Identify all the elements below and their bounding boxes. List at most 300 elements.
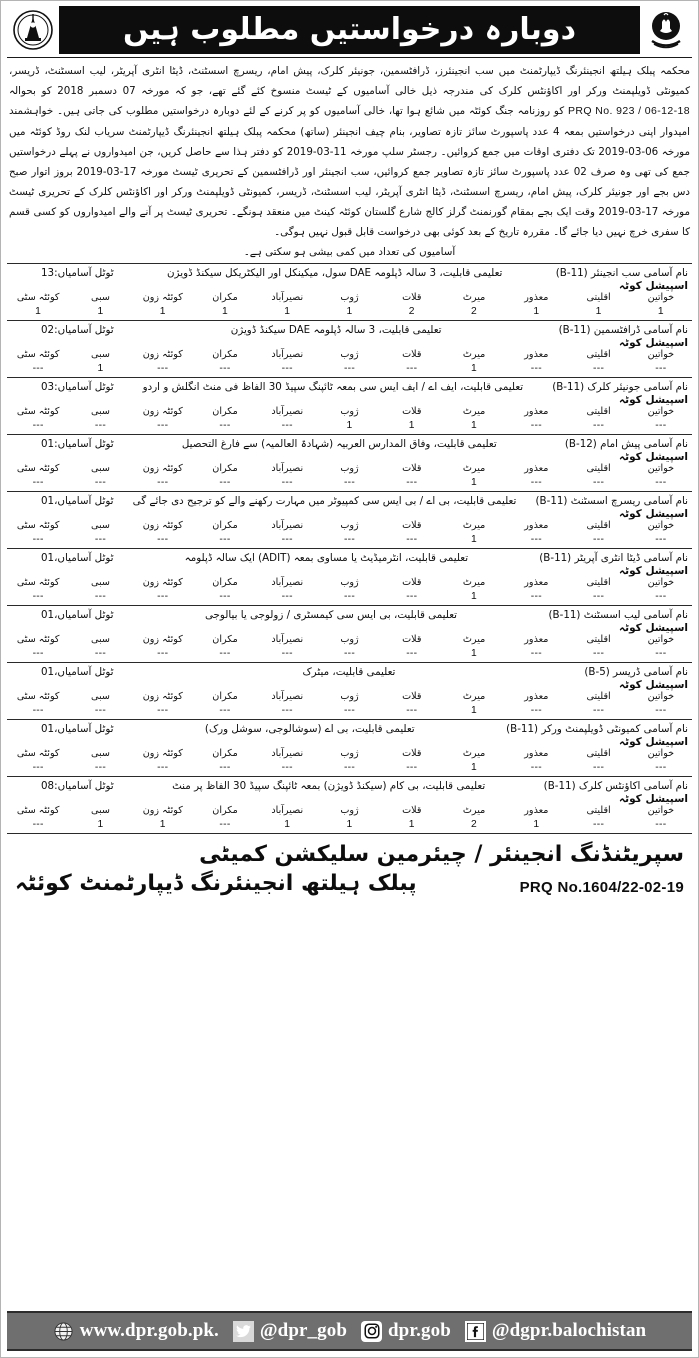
quota-column-header: ژوب (340, 576, 359, 588)
quota-value: --- (530, 647, 542, 659)
quota-column-header: مکران (212, 462, 238, 474)
quota-value: 1 (533, 818, 540, 830)
quota-column-header: سبی (91, 690, 110, 702)
quota-column-header: کوئٹہ سٹی (16, 462, 60, 474)
quota-value-row (7, 418, 692, 434)
quota-value: --- (655, 476, 667, 488)
quota-column-header: مکران (212, 633, 238, 645)
quota-column-header: معذور (524, 348, 549, 360)
quota-value: --- (281, 362, 293, 374)
quota-value: --- (530, 362, 542, 374)
job-qualification: تعلیمی قابلیت، 3 سالہ ڈپلومہ DAE سول، میکینکل اور الیکٹریکل سیکنڈ ڈویژن (166, 266, 503, 279)
quota-value: --- (219, 533, 231, 545)
quota-column-header: کوئٹہ زون (142, 633, 183, 645)
quota-column-header: کوئٹہ زون (142, 405, 183, 417)
quota-column-header: قلات (402, 348, 422, 360)
quota-column-header: اقلیتی (586, 633, 611, 645)
quota-column-header: نصیرآباد (271, 462, 304, 474)
quota-column-header: میرٹ (462, 405, 486, 417)
quota-value: 1 (97, 818, 104, 830)
quota-table (7, 690, 692, 719)
quota-column-header: خواتین (647, 519, 675, 531)
quota-value: --- (343, 761, 356, 773)
quota-column-header: میرٹ (462, 633, 486, 645)
job-entry (7, 492, 692, 549)
quota-column-header: کوئٹہ زون (142, 576, 183, 588)
quota-column-header: معذور (524, 804, 549, 816)
quota-value: --- (406, 647, 418, 659)
quota-column-header: معذور (524, 462, 549, 474)
quota-value: 1 (97, 362, 104, 374)
quota-column-header: خواتین (647, 633, 675, 645)
quota-value: --- (593, 761, 605, 773)
quota-value: --- (281, 419, 293, 431)
quota-value: --- (94, 704, 107, 716)
quota-column-header: نصیرآباد (271, 633, 304, 645)
quota-value: --- (530, 761, 542, 773)
quota-column-header: کوئٹہ زون (142, 348, 183, 360)
quota-value-row (7, 589, 692, 605)
job-entry (7, 777, 692, 834)
quota-value: 1 (346, 818, 353, 830)
quota-value: 1 (471, 362, 478, 374)
quota-table (7, 462, 692, 491)
intro-text-part1: محکمہ پبلک ہیلتھ انجینئرنگ ڈیپارٹمنٹ میں سب انجینئرز، ڈرافٹسمین، جونیئر کلرک، پیش امام، ریسرچ اسسٹنٹ، ڈیٹا انٹری آپریٹر، لیب اسسٹنٹ، ڈریسر، کمیونٹی ڈویلپمنٹ ورکر اور اکاؤنٹس کلرک کی مندرجہ ذیل خالی آسامیوں کے ٹیسٹ منسوخ کئے گئے تھے، جو کہ مورخہ 07 دسمبر 2018 کو بحوالہ (9, 65, 690, 98)
quota-column-header: ژوب (340, 633, 359, 645)
quota-value: --- (94, 419, 107, 431)
twitter-handle: @dpr_gob (259, 1320, 348, 1341)
quota-column-header: سبی (91, 462, 110, 474)
job-entry (7, 321, 692, 378)
intro-paragraph (7, 61, 692, 242)
quota-column-header: مکران (212, 291, 238, 303)
job-header-row (7, 608, 692, 621)
quota-column-header: کوئٹہ زون (142, 747, 183, 759)
quota-header-row (7, 291, 692, 304)
quota-column-header: معذور (524, 747, 549, 759)
quota-column-header: میرٹ (462, 462, 486, 474)
quota-value: --- (343, 362, 356, 374)
quota-value: 2 (408, 305, 415, 317)
globe-icon (53, 1321, 74, 1342)
quota-column-header: خواتین (647, 747, 675, 759)
quota-value: --- (157, 419, 169, 431)
quota-value: --- (343, 476, 356, 488)
quota-column-header: قلات (402, 747, 422, 759)
quota-value: --- (32, 476, 44, 488)
quota-table (7, 747, 692, 776)
job-header-row (7, 266, 692, 279)
social-media-footer (7, 1311, 692, 1351)
quota-value: 1 (97, 305, 104, 317)
special-quota-label: اسپیشل کوٹہ (619, 564, 688, 577)
quota-value: --- (655, 533, 667, 545)
job-entry (7, 549, 692, 606)
job-header-row (7, 551, 692, 564)
job-title: نام آسامی ڈیٹا انٹری آپریٹر (11-B) (539, 551, 688, 564)
quota-value: --- (530, 419, 542, 431)
quota-value: 1 (346, 419, 353, 431)
quota-value: --- (593, 533, 605, 545)
quota-value: --- (32, 647, 44, 659)
quota-value: --- (94, 476, 107, 488)
quota-column-header: کوئٹہ سٹی (16, 747, 60, 759)
quota-value: --- (530, 704, 542, 716)
quota-column-header: اقلیتی (586, 576, 611, 588)
quota-value: --- (406, 533, 418, 545)
quota-column-header: نصیرآباد (271, 348, 304, 360)
quota-column-header: خواتین (647, 348, 675, 360)
balochistan-government-emblem-logo (640, 6, 692, 54)
quota-value-row (7, 760, 692, 776)
quota-column-header: سبی (91, 291, 110, 303)
quota-column-header: کوئٹہ زون (142, 804, 183, 816)
quota-column-header: اقلیتی (586, 804, 611, 816)
facebook-link[interactable] (465, 1320, 646, 1342)
quota-value: --- (219, 704, 231, 716)
quota-value: --- (157, 590, 169, 602)
job-title: نام آسامی ڈرافٹسمین (11-B) (558, 323, 688, 336)
quota-column-header: ژوب (340, 747, 359, 759)
quota-column-header: خواتین (647, 291, 675, 303)
page-title: دوبارہ درخواستیں مطلوب ہیں (123, 12, 576, 47)
quota-column-header: کوئٹہ زون (142, 462, 183, 474)
quota-value: --- (32, 818, 44, 830)
quota-value: --- (219, 419, 231, 431)
job-total-posts: ٹوٹل آسامیاں:13 (41, 266, 114, 279)
quota-value: --- (406, 761, 418, 773)
job-title: نام آسامی اکاؤنٹس کلرک (11-B) (543, 779, 688, 792)
quota-value: 1 (284, 305, 291, 317)
quota-column-header: ژوب (340, 690, 359, 702)
quota-value: --- (406, 590, 418, 602)
quota-value: 1 (471, 704, 478, 716)
job-entry (7, 378, 692, 435)
quota-column-header: خواتین (647, 576, 675, 588)
quota-value-row (7, 703, 692, 719)
quota-value: 1 (284, 818, 291, 830)
quota-column-header: کوئٹہ سٹی (16, 690, 60, 702)
quota-header-row (7, 576, 692, 589)
quota-table (7, 804, 692, 833)
quota-column-header: سبی (91, 747, 110, 759)
job-header-row (7, 779, 692, 792)
quota-value: --- (406, 476, 418, 488)
quota-value: --- (219, 818, 231, 830)
quota-value: 1 (471, 533, 478, 545)
quota-value: --- (94, 761, 107, 773)
job-total-posts: ٹوٹل آسامیاں،01 (41, 551, 114, 564)
quota-value-row (7, 475, 692, 491)
job-total-posts: ٹوٹل آسامیاں،01 (41, 608, 114, 621)
quota-column-header: میرٹ (462, 747, 486, 759)
job-title: نام آسامی سب انجینئر (11-B) (555, 266, 688, 279)
job-entry (7, 435, 692, 492)
quota-column-header: نصیرآباد (271, 576, 304, 588)
quota-column-header: ژوب (340, 405, 359, 417)
quota-header-row (7, 348, 692, 361)
facebook-icon (465, 1321, 486, 1342)
quota-column-header: مکران (212, 804, 238, 816)
quota-value: --- (343, 647, 356, 659)
job-header-row (7, 437, 692, 450)
quota-value: --- (655, 761, 667, 773)
quota-value: --- (157, 362, 169, 374)
job-header-row (7, 494, 692, 507)
quota-column-header: کوئٹہ سٹی (16, 633, 60, 645)
quota-column-header: کوئٹہ سٹی (16, 348, 60, 360)
quota-value: 1 (408, 419, 415, 431)
quota-value: --- (157, 476, 169, 488)
quota-column-header: ژوب (340, 291, 359, 303)
quota-column-header: سبی (91, 804, 110, 816)
quota-value: 2 (471, 818, 478, 830)
quota-table (7, 405, 692, 434)
quota-value: --- (406, 704, 418, 716)
quota-header-row (7, 747, 692, 760)
quota-value: --- (219, 362, 231, 374)
quota-value: --- (593, 476, 605, 488)
quota-value: --- (655, 647, 667, 659)
quota-value: 1 (346, 305, 353, 317)
signatory-department: پبلک ہیلتھ انجینئرنگ ڈیپارٹمنٹ کوئٹہ (15, 871, 417, 897)
quota-value: --- (530, 476, 542, 488)
quota-value: --- (219, 647, 231, 659)
instagram-icon (361, 1321, 382, 1342)
quota-column-header: معذور (524, 405, 549, 417)
quota-value: --- (94, 590, 107, 602)
quota-value: --- (219, 761, 231, 773)
quota-column-header: مکران (212, 747, 238, 759)
quota-value: 1 (471, 761, 478, 773)
quota-value: 1 (533, 305, 540, 317)
quota-column-header: معذور (524, 633, 549, 645)
quota-column-header: اقلیتی (586, 405, 611, 417)
intro-text-part2: کو روزنامہ جنگ کوئٹہ میں شائع ہوا تھا، خالی آسامیوں کو پر کرنے کے لئے دوبارہ درخواستیں مطلوب کی جاتی ہیں۔ خواہشمند امیدوار اپنی درخواستیں بمعہ 4 عدد پاسپورٹ سائز تازہ تصاویر، بنام چیف انجینئر (ساتھ) محکمہ پبلک ہیلتھ انجینئرنگ ڈیپارٹمنٹ سریاب لنک روڈ کوئٹہ میں مورخہ 06-03-2019 تک دفتری اوقات میں جمع کروائیں۔ رجسٹر سلپ مورخہ 11-03-2019 کو دفتر ہذا سے حاصل کریں، جن امیدواروں نے پہلے درخواستیں جمع کی تھی وہ صرف 02 عدد پاسپورٹ سائز تازہ تصاویر جمع کروائیں، سب انجینئر اور ڈرافٹسمین کے تحریری ٹیسٹ مورخہ 17-03-2019 بروز اتوار صبح دس بجے اور جونیئر کلرک، پیش امام، ریسرچ اسسٹنٹ، ڈیٹا انٹری آپریٹر، لیب اسسٹنٹ، ڈریسر، کمیونٹی ڈویلپمنٹ ورکر اور اکاؤنٹس کلرک کے تحریری ٹیسٹ مورخہ 17-03-2019 وقت ایک بجے بمقام گورنمنٹ گرلز کالج شارع گلستان کوئٹہ کینٹ میں منعقد ہونگے۔ تحریری ٹیسٹ پر آنے والے امیدواروں کو کسی قسم کا سفری خرچ نہیں دیا جائے گا۔ مقررہ تاریخ کے بعد کوئی بھی درخواست قابل قبول نہیں ہوگی۔ (9, 105, 690, 239)
quota-value: 1 (471, 419, 478, 431)
job-total-posts: ٹوٹل آسامیاں،01 (41, 494, 114, 507)
special-quota-label: اسپیشل کوٹہ (619, 735, 688, 748)
job-title: نام آسامی جونیئر کلرک (11-B) (552, 380, 688, 393)
quota-value: --- (593, 419, 605, 431)
quota-value: 1 (159, 305, 166, 317)
quota-value: --- (343, 704, 356, 716)
quota-column-header: خواتین (647, 405, 675, 417)
job-entry (7, 663, 692, 720)
quota-column-header: سبی (91, 519, 110, 531)
quota-value: --- (32, 419, 44, 431)
quota-header-row (7, 405, 692, 418)
quota-value: --- (94, 647, 107, 659)
quota-value: 1 (471, 476, 478, 488)
quota-value: --- (655, 818, 667, 830)
special-quota-label: اسپیشل کوٹہ (619, 621, 688, 634)
quota-column-header: قلات (402, 519, 422, 531)
quota-value: --- (32, 533, 44, 545)
special-quota-label: اسپیشل کوٹہ (619, 279, 688, 292)
quota-value: --- (281, 761, 293, 773)
quota-column-header: مکران (212, 519, 238, 531)
signatory-designation: سپریٹنڈنگ انجینئر / چیئرمین سلیکشن کمیٹی (199, 841, 684, 867)
special-quota-label: اسپیشل کوٹہ (619, 336, 688, 349)
quota-value: --- (593, 704, 605, 716)
quota-column-header: کوئٹہ سٹی (16, 804, 60, 816)
quota-column-header: اقلیتی (586, 519, 611, 531)
job-title: نام آسامی لیب اسسٹنٹ (11-B) (548, 608, 688, 621)
quota-value: 1 (471, 647, 478, 659)
job-title: نام آسامی ریسرچ اسسٹنٹ (11-B) (535, 494, 688, 507)
quota-value-row (7, 304, 692, 320)
quota-header-row (7, 633, 692, 646)
quota-header-row (7, 519, 692, 532)
quota-column-header: مکران (212, 576, 238, 588)
job-total-posts: ٹوٹل آسامیاں،01 (41, 665, 114, 678)
quota-value: --- (655, 590, 667, 602)
quota-value: --- (219, 476, 231, 488)
quota-value: --- (281, 590, 293, 602)
job-entry (7, 720, 692, 777)
quota-value: --- (530, 533, 542, 545)
quota-value: 1 (595, 305, 602, 317)
quota-value-row (7, 817, 692, 833)
quota-value: --- (655, 419, 667, 431)
quota-value: --- (157, 533, 169, 545)
quota-value: --- (281, 704, 293, 716)
quota-column-header: کوئٹہ زون (142, 291, 183, 303)
quota-column-header: کوئٹہ سٹی (16, 576, 60, 588)
quota-table (7, 633, 692, 662)
quota-column-header: سبی (91, 633, 110, 645)
job-qualification: تعلیمی قابلیت، بی کام (سیکنڈ ڈویژن) بمعہ ٹائپنگ سپیڈ 30 الفاظ پر منٹ (172, 779, 486, 792)
quota-value: --- (157, 761, 169, 773)
special-quota-label: اسپیشل کوٹہ (619, 678, 688, 691)
quota-column-header: نصیرآباد (271, 405, 304, 417)
quota-column-header: خواتین (647, 462, 675, 474)
quota-table (7, 576, 692, 605)
quota-value: 1 (408, 818, 415, 830)
posts-count-note: آسامیوں کی تعداد میں کمی بیشی ہو سکتی ہے۔ (243, 246, 456, 259)
quota-value: --- (655, 362, 667, 374)
quota-value: --- (32, 362, 44, 374)
quota-table (7, 519, 692, 548)
quota-value: --- (281, 533, 293, 545)
job-total-posts: ٹوٹل آسامیاں،01 (41, 722, 114, 735)
quota-column-header: خواتین (647, 804, 675, 816)
job-header-row (7, 722, 692, 735)
quota-column-header: معذور (524, 291, 549, 303)
quota-column-header: قلات (402, 405, 422, 417)
job-list (7, 264, 692, 834)
quota-value: --- (593, 818, 605, 830)
special-quota-label: اسپیشل کوٹہ (619, 792, 688, 805)
quota-column-header: معذور (524, 690, 549, 702)
quota-value: --- (655, 704, 667, 716)
quota-column-header: میرٹ (462, 804, 486, 816)
quota-column-header: اقلیتی (586, 291, 611, 303)
job-qualification: تعلیمی قابلیت، بی اے (سوشالوجی، سوشل ورک) (204, 722, 415, 735)
quota-column-header: ژوب (340, 348, 359, 360)
job-title: نام آسامی ڈریسر (5-B) (584, 665, 688, 678)
header-divider (7, 57, 692, 58)
quota-value: --- (343, 533, 356, 545)
quota-value-row (7, 361, 692, 377)
quota-column-header: سبی (91, 348, 110, 360)
quota-value: --- (32, 704, 44, 716)
quota-value-row (7, 646, 692, 662)
website-link[interactable] (53, 1320, 219, 1342)
header-banner (7, 6, 692, 54)
twitter-icon (233, 1321, 254, 1342)
quota-header-row (7, 462, 692, 475)
quota-column-header: قلات (402, 804, 422, 816)
quota-value: 1 (471, 590, 478, 602)
facebook-handle: @dgpr.balochistan (491, 1320, 647, 1341)
quota-value: --- (530, 590, 542, 602)
quota-column-header: اقلیتی (586, 348, 611, 360)
quota-value: 1 (221, 305, 229, 317)
quota-column-header: اقلیتی (586, 690, 611, 702)
quota-column-header: میرٹ (462, 291, 486, 303)
job-qualification: تعلیمی قابلیت، 3 سالہ ڈپلومہ DAE سیکنڈ ڈویژن (230, 323, 442, 336)
job-title: نام آسامی پیش امام (12-B) (564, 437, 688, 450)
job-total-posts: ٹوٹل آسامیاں:03 (41, 380, 114, 393)
quota-value: --- (593, 362, 605, 374)
quota-column-header: ژوب (340, 804, 359, 816)
quota-column-header: معذور (524, 576, 549, 588)
job-title: نام آسامی کمیونٹی ڈویلپمنٹ ورکر (11-B) (506, 722, 688, 735)
quota-value: 1 (657, 305, 664, 317)
quota-table (7, 348, 692, 377)
quota-value: 2 (471, 305, 478, 317)
quota-value: --- (593, 647, 605, 659)
quota-value: --- (281, 476, 293, 488)
quota-value: --- (281, 647, 293, 659)
quota-value: --- (219, 590, 231, 602)
quota-column-header: کوئٹہ سٹی (16, 519, 60, 531)
quota-value-row (7, 532, 692, 548)
prq-reference: PRQ No. 923 / 06-12-18 (567, 105, 690, 118)
instagram-link[interactable] (361, 1320, 451, 1342)
job-total-posts: ٹوٹل آسامیاں:01 (41, 437, 114, 450)
quota-column-header: مکران (212, 405, 238, 417)
twitter-link[interactable] (233, 1320, 347, 1342)
signature-block (7, 834, 692, 899)
quota-column-header: خواتین (647, 690, 675, 702)
job-header-row (7, 665, 692, 678)
quota-column-header: میرٹ (462, 576, 486, 588)
quota-column-header: کوئٹہ سٹی (16, 405, 60, 417)
quota-value: 1 (159, 818, 166, 830)
special-quota-label: اسپیشل کوٹہ (619, 393, 688, 406)
quota-column-header: قلات (402, 633, 422, 645)
quota-value: --- (157, 704, 169, 716)
job-qualification: تعلیمی قابلیت، انٹرمیڈیٹ یا مساوی بمعہ (ADIT) ایک سالہ ڈپلومہ (184, 551, 469, 564)
quota-column-header: قلات (402, 291, 422, 303)
job-total-posts: ٹوٹل آسامیاں:08 (41, 779, 114, 792)
quota-column-header: نصیرآباد (271, 519, 304, 531)
special-quota-label: اسپیشل کوٹہ (619, 507, 688, 520)
website-label: www.dpr.gob.pk. (79, 1320, 219, 1341)
quota-column-header: کوئٹہ زون (142, 519, 183, 531)
quota-column-header: مکران (212, 348, 238, 360)
quota-column-header: سبی (91, 576, 110, 588)
quota-column-header: ژوب (340, 519, 359, 531)
job-header-row (7, 380, 692, 393)
quota-column-header: نصیرآباد (271, 804, 304, 816)
quota-column-header: قلات (402, 690, 422, 702)
quota-column-header: میرٹ (462, 348, 486, 360)
quota-column-header: کوئٹہ سٹی (16, 291, 60, 303)
